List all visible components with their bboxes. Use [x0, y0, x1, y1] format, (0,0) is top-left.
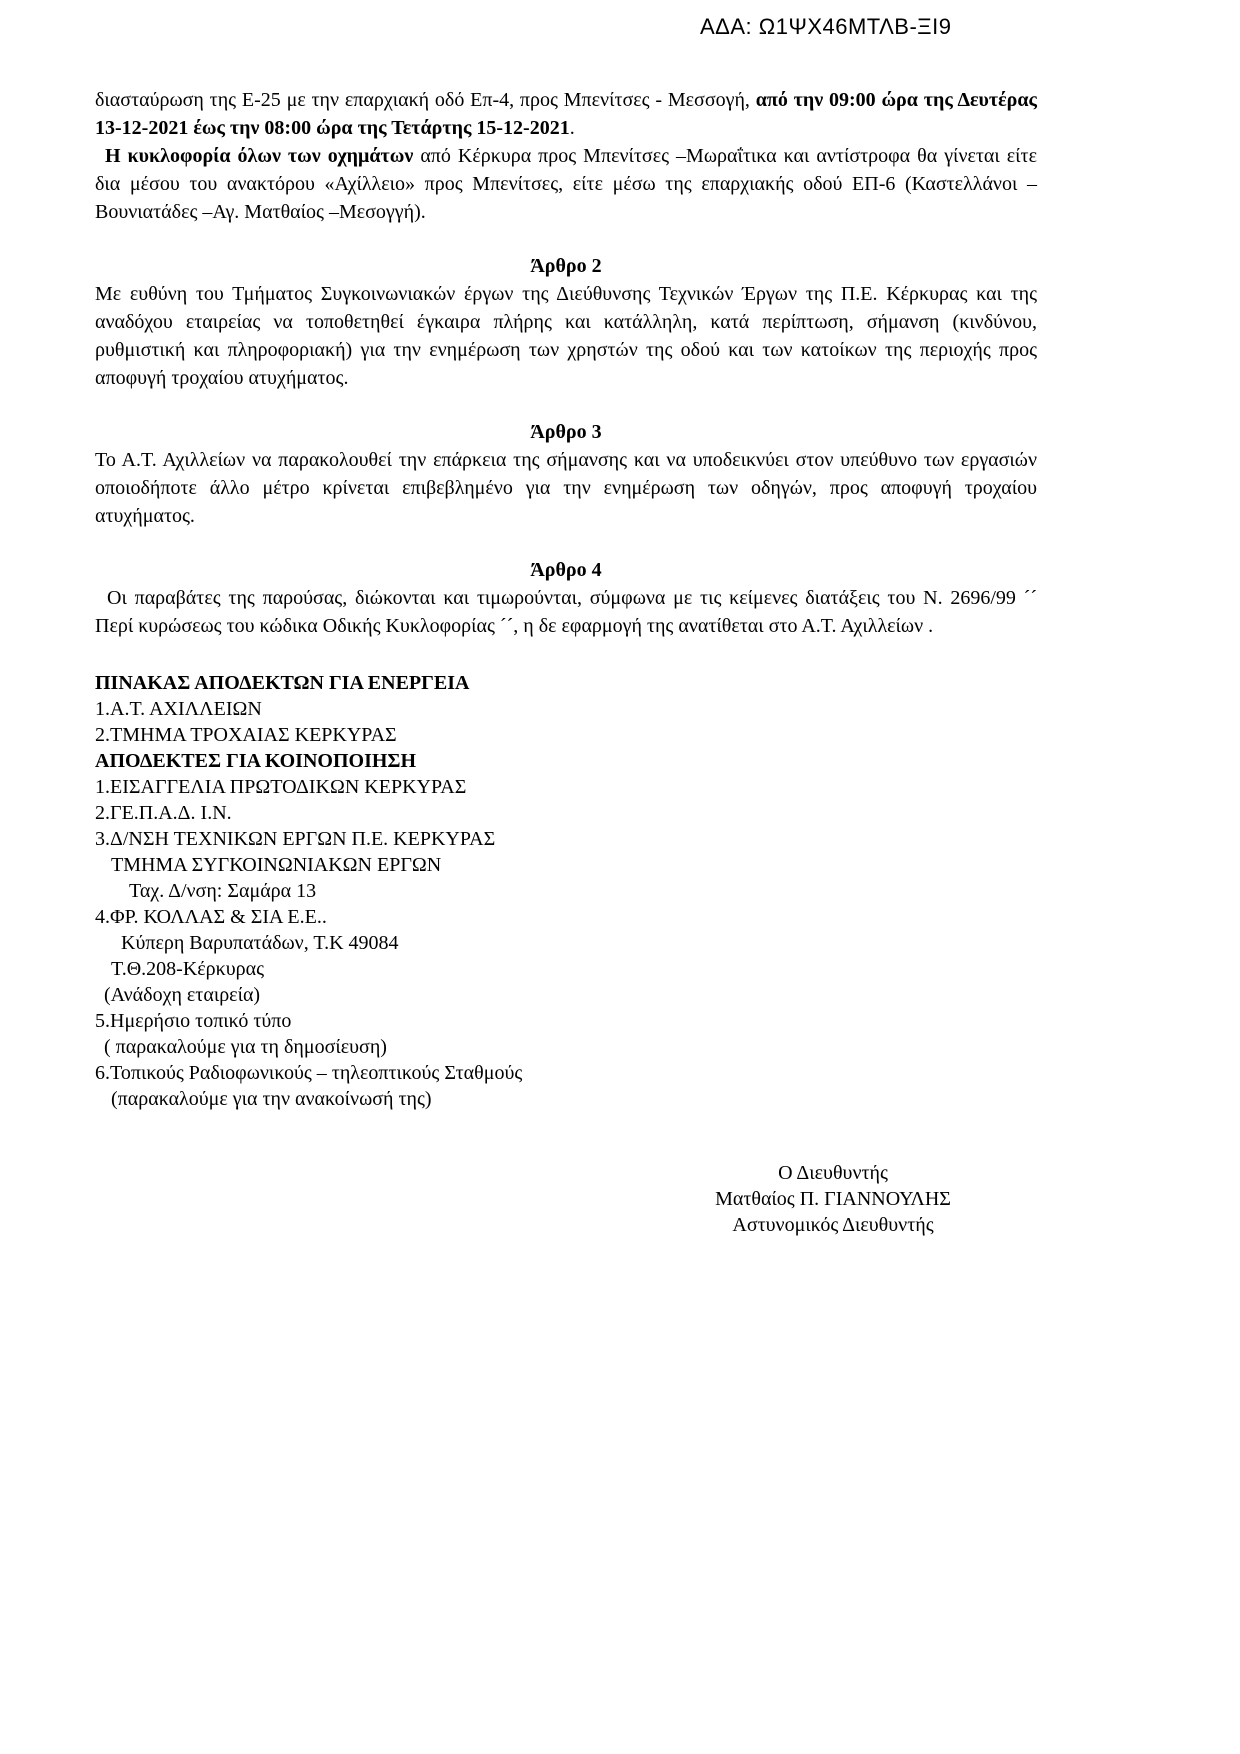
article-2-body: Με ευθύνη του Τμήματος Συγκοινωνιακών έργων της Διεύθυνσης Τεχνικών Έργων της Π.Ε. Κέρκυρας και της αναδόχου εταιρείας να τοποθετηθεί έγκαιρα πλήρης και κατάλληλη, κατά περίπτωση, σήμανση (κινδύνου, ρυθμιστική και πληροφοριακή) για την ενημέρωση των χρηστών της οδού και των κατοίκων της περιοχής προς αποφυγή τροχαίου ατυχήματος. — [95, 283, 1037, 389]
article-2 — [95, 252, 1037, 392]
article-4-body: Οι παραβάτες της παρούσας, διώκονται και τιμωρούνται, σύμφωνα με τις κείμενες διατάξεις του Ν. 2696/99 ´´ Περί κυρώσεως του κώδικα Οδικής Κυκλοφορίας ´´, η δε εφαρμογή της ανατίθεται στο Α.Τ. Αχιλλείων . — [95, 587, 1037, 637]
recipients-list — [95, 670, 1037, 1112]
signature-block — [623, 1160, 1043, 1238]
signature-rank: Αστυνομικός Διευθυντής — [732, 1214, 934, 1236]
recipient-notify-subitem: ΤΜΗΜΑ ΣΥΓΚΟΙΝΩΝΙΑΚΩΝ ΕΡΓΩΝ — [111, 854, 442, 876]
recipient-notify-subitem: (παρακαλούμε για την ανακοίνωσή της) — [111, 1088, 432, 1110]
signature-name: Ματθαίος Π. ΓΙΑΝΝΟΥΛΗΣ — [715, 1188, 951, 1210]
recipient-notify-item: 6.Τοπικούς Ραδιοφωνικούς – τηλεοπτικούς Σταθμούς — [95, 1062, 523, 1084]
recipient-notify-item: 2.ΓΕ.Π.Α.Δ. Ι.Ν. — [95, 802, 232, 824]
intro-p1-bold-dates: από την 09:00 ώρα της Δευτέρας 13-12-2021 έως την 08:00 ώρα της Τετάρτης 15-12-2021 — [95, 89, 1037, 139]
recipient-notify-subitem: (Ανάδοχη εταιρεία) — [104, 984, 261, 1006]
article-2-heading: Άρθρο 2 — [530, 255, 602, 277]
recipient-notify-item: 3.Δ/ΝΣΗ ΤΕΧΝΙΚΩΝ ΕΡΓΩΝ Π.Ε. ΚΕΡΚΥΡΑΣ — [95, 828, 496, 850]
document-body — [95, 86, 1037, 1238]
article-3 — [95, 418, 1037, 530]
intro-p2-bold-lead: Η κυκλοφορία όλων των οχημάτων — [105, 145, 414, 167]
intro-p1-text: διασταύρωση της Ε-25 με την επαρχιακή οδό Επ-4, προς Μπενίτσες - Μεσσογή, — [95, 89, 756, 111]
recipient-notify-item: 1.ΕΙΣΑΓΓΕΛΙΑ ΠΡΩΤΟΔΙΚΩΝ ΚΕΡΚΥΡΑΣ — [95, 776, 467, 798]
recipient-notify-subitem: Τ.Θ.208-Κέρκυρας — [111, 958, 265, 980]
recipient-notify-subitem: Ταχ. Δ/νση: Σαμάρα 13 — [129, 880, 317, 902]
recipients-action-title: ΠΙΝΑΚΑΣ ΑΠΟΔΕΚΤΩΝ ΓΙΑ ΕΝΕΡΓΕΙΑ — [95, 672, 470, 694]
article-4-heading: Άρθρο 4 — [530, 559, 602, 581]
recipient-action-item: 2.ΤΜΗΜΑ ΤΡΟΧΑΙΑΣ ΚΕΡΚΥΡΑΣ — [95, 724, 397, 746]
signature-role-intro: Ο Διευθυντής — [778, 1162, 888, 1184]
article-3-heading: Άρθρο 3 — [530, 421, 602, 443]
recipient-notify-item: 5.Ημερήσιο τοπικό τύπο — [95, 1010, 292, 1032]
intro-p1-period: . — [569, 117, 575, 139]
recipients-notify-title: ΑΠΟΔΕΚΤΕΣ ΓΙΑ ΚΟΙΝΟΠΟΙΗΣΗ — [95, 750, 417, 772]
article-3-body: Το Α.Τ. Αχιλλείων να παρακολουθεί την επάρκεια της σήμανσης και να υποδεικνύει στον υπεύθυνο των εργασιών οποιοδήποτε άλλο μέτρο κρίνεται επιβεβλημένο για την ενημέρωση των οδηγών, προς αποφυγή τροχαίου ατυχήματος. — [95, 449, 1037, 527]
recipient-action-item: 1.Α.Τ. ΑΧΙΛΛΕΙΩΝ — [95, 698, 262, 720]
recipient-notify-item: 4.ΦΡ. ΚΟΛΛΑΣ & ΣΙΑ Ε.Ε.. — [95, 906, 327, 928]
intro-paragraph-1 — [95, 86, 1037, 142]
ada-code: ΑΔΑ: Ω1ΨΧ46ΜΤΛΒ-ΞΙ9 — [700, 14, 952, 39]
intro-p2-text: από Κέρκυρα προς Μπενίτσες –Μωραΐτικα και αντίστροφα θα γίνεται είτε δια μέσου του ανακτόρου «Αχίλλειο» προς Μπενίτσες, είτε μέσω της επαρχιακής οδού ΕΠ-6 (Καστελλάνοι –Βουνιατάδες –Αγ. Ματθαίος –Μεσογγή). — [95, 145, 1037, 223]
article-4 — [95, 556, 1037, 640]
intro-paragraph-2 — [95, 142, 1037, 226]
recipient-notify-subitem: Κύπερη Βαρυπατάδων, Τ.Κ 49084 — [121, 932, 399, 954]
recipient-notify-subitem: ( παρακαλούμε για τη δημοσίευση) — [104, 1036, 387, 1058]
